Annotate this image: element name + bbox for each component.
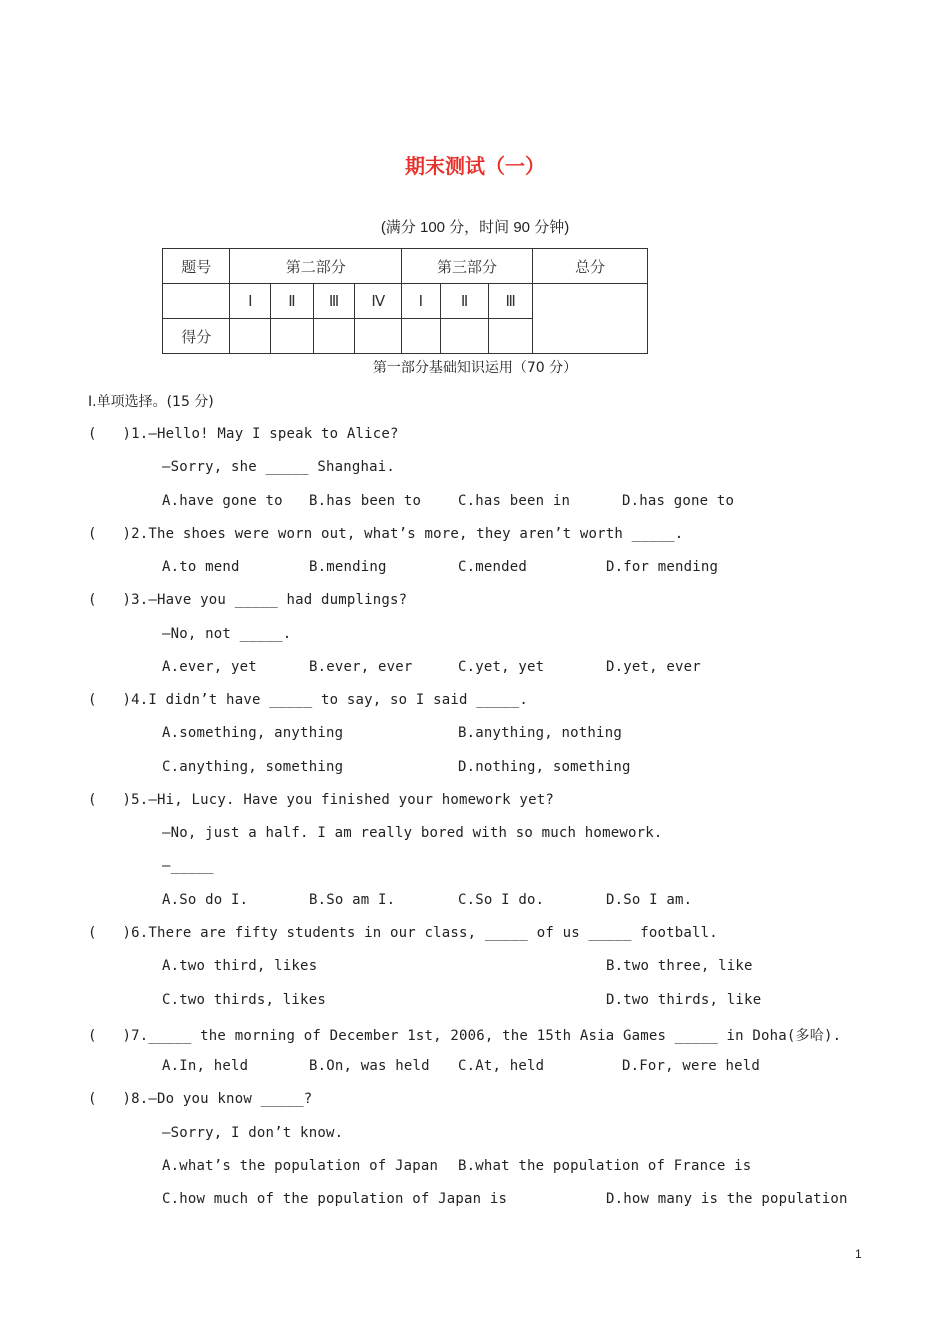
q8-option-b: B.what the population of France is bbox=[458, 1158, 752, 1174]
part2-col-3: Ⅲ bbox=[313, 284, 355, 319]
page-title: 期末测试（一） bbox=[405, 154, 545, 178]
q5-option-b: B.So am I. bbox=[309, 892, 396, 908]
q7-option-a: A.In, held bbox=[162, 1058, 249, 1074]
q4-option-a: A.something, anything bbox=[162, 725, 344, 741]
q6-option-d: D.two thirds, like bbox=[606, 992, 762, 1008]
part3-col-1: Ⅰ bbox=[402, 284, 441, 319]
question-8-stem: ( )8.—Do you know _____? bbox=[88, 1091, 313, 1107]
score-cell bbox=[313, 319, 355, 354]
question-6-stem: ( )6.There are fifty students in our class, _____ of us _____ football. bbox=[88, 925, 718, 941]
q7-option-b: B.On, was held bbox=[309, 1058, 430, 1074]
section-heading: 第一部分基础知识运用（70 分） bbox=[372, 360, 578, 376]
q4-option-c: C.anything, something bbox=[162, 759, 344, 775]
q5-option-d: D.So I am. bbox=[606, 892, 693, 908]
question-5-line2: —No, just a half. I am really bored with so much homework. bbox=[162, 825, 663, 841]
part3-col-3: Ⅲ bbox=[489, 284, 533, 319]
part-label: Ⅰ.单项选择。(15 分) bbox=[88, 394, 214, 410]
q2-option-b: B.mending bbox=[309, 559, 387, 575]
question-5-stem: ( )5.—Hi, Lucy. Have you finished your homework yet? bbox=[88, 792, 554, 808]
score-table bbox=[162, 248, 648, 354]
total-header: 总分 bbox=[532, 249, 647, 284]
q6-option-a: A.two third, likes bbox=[162, 958, 318, 974]
question-7-stem: ( )7._____ the morning of December 1st, 2006, the 15th Asia Games _____ in Doha(多哈). bbox=[88, 1028, 842, 1044]
part2-col-2: Ⅱ bbox=[271, 284, 314, 319]
score-cell bbox=[489, 319, 533, 354]
question-4-stem: ( )4.I didn’t have _____ to say, so I said _____. bbox=[88, 692, 529, 708]
blank-cell bbox=[163, 284, 230, 319]
question-5-line3: —_____ bbox=[162, 858, 214, 874]
score-cell bbox=[440, 319, 489, 354]
q8-option-d: D.how many is the population bbox=[606, 1191, 848, 1207]
q4-option-d: D.nothing, something bbox=[458, 759, 631, 775]
q1-option-a: A.have gone to bbox=[162, 493, 283, 509]
question-8-line2: —Sorry, I don’t know. bbox=[162, 1125, 344, 1141]
q2-option-c: C.mended bbox=[458, 559, 528, 575]
question-1-line2: —Sorry, she _____ Shanghai. bbox=[162, 459, 395, 475]
q3-option-c: C.yet, yet bbox=[458, 659, 545, 675]
exam-info: (满分 100 分，时间 90 分钟) bbox=[380, 219, 570, 236]
score-cell bbox=[271, 319, 314, 354]
q6-option-c: C.two thirds, likes bbox=[162, 992, 326, 1008]
q4-option-b: B.anything, nothing bbox=[458, 725, 622, 741]
q5-option-c: C.So I do. bbox=[458, 892, 545, 908]
defen-label: 得分 bbox=[163, 319, 230, 354]
q3-option-a: A.ever, yet bbox=[162, 659, 257, 675]
q7-option-d: D.For, were held bbox=[622, 1058, 761, 1074]
question-3-line2: —No, not _____. bbox=[162, 626, 292, 642]
part2-col-1: Ⅰ bbox=[230, 284, 271, 319]
q6-option-b: B.two three, like bbox=[606, 958, 753, 974]
q1-option-d: D.has gone to bbox=[622, 493, 735, 509]
q2-option-a: A.to mend bbox=[162, 559, 240, 575]
score-cell bbox=[402, 319, 441, 354]
total-score-cell bbox=[532, 284, 647, 354]
page-number: 1 bbox=[855, 1247, 862, 1261]
part3-header: 第三部分 bbox=[402, 249, 533, 284]
q5-option-a: A.So do I. bbox=[162, 892, 249, 908]
q1-option-c: C.has been in bbox=[458, 493, 571, 509]
score-cell bbox=[230, 319, 271, 354]
question-2-stem: ( )2.The shoes were worn out, what’s more, they aren’t worth _____. bbox=[88, 526, 684, 542]
q8-option-c: C.how much of the population of Japan is bbox=[162, 1191, 508, 1207]
question-3-stem: ( )3.—Have you _____ had dumplings? bbox=[88, 592, 408, 608]
question-1-stem: ( )1.—Hello! May I speak to Alice? bbox=[88, 426, 399, 442]
q1-option-b: B.has been to bbox=[309, 493, 422, 509]
q7-option-c: C.At, held bbox=[458, 1058, 545, 1074]
part3-col-2: Ⅱ bbox=[440, 284, 489, 319]
q3-option-b: B.ever, ever bbox=[309, 659, 413, 675]
tihao-header: 题号 bbox=[163, 249, 230, 284]
part2-header: 第二部分 bbox=[230, 249, 402, 284]
q2-option-d: D.for mending bbox=[606, 559, 719, 575]
q3-option-d: D.yet, ever bbox=[606, 659, 701, 675]
score-cell bbox=[355, 319, 402, 354]
q8-option-a: A.what’s the population of Japan bbox=[162, 1158, 439, 1174]
part2-col-4: Ⅳ bbox=[355, 284, 402, 319]
